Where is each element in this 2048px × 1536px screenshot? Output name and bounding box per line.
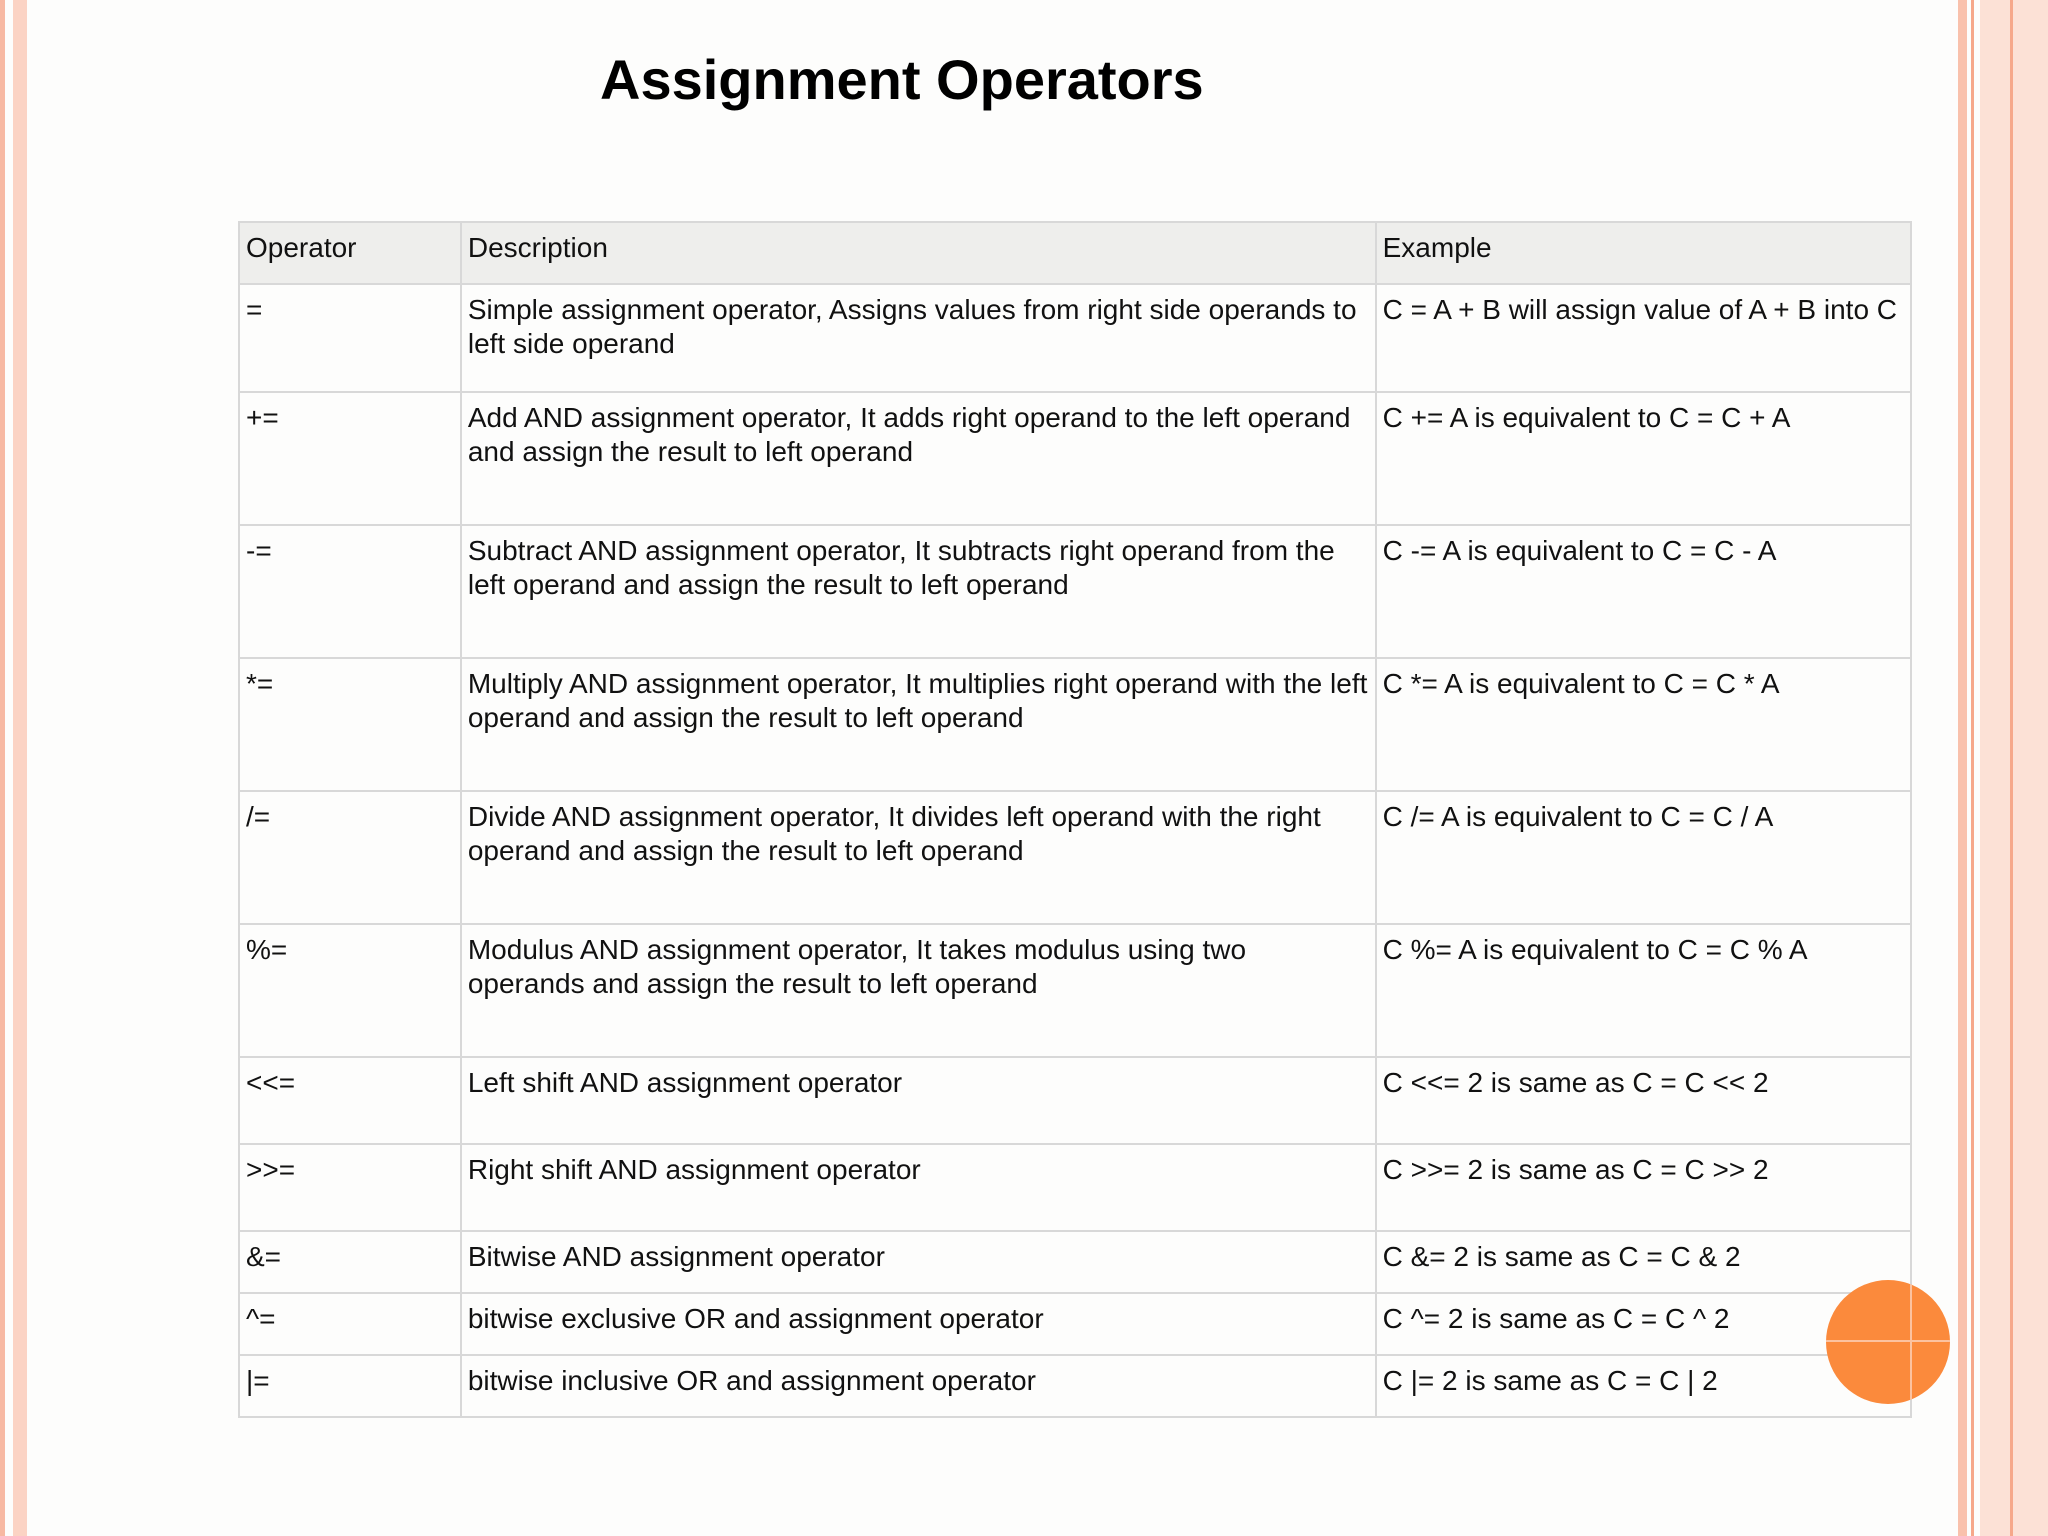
description-cell: Left shift AND assignment operator <box>461 1057 1376 1144</box>
description-cell: Divide AND assignment operator, It divides left operand with the right operand and assign the result to left operand <box>461 791 1376 924</box>
description-cell: Add AND assignment operator, It adds right operand to the left operand and assign the result to left operand <box>461 392 1376 525</box>
decorative-orange-circle <box>1826 1280 1950 1404</box>
operator-cell: += <box>239 392 461 525</box>
table-row <box>239 392 1911 525</box>
right-border-band <box>1980 0 2048 1536</box>
left-border-stripe-inner <box>13 0 27 1536</box>
table-header-row <box>239 222 1911 284</box>
table-row <box>239 525 1911 658</box>
example-cell: C += A is equivalent to C = C + A <box>1376 392 1911 525</box>
header-operator: Operator <box>239 222 461 284</box>
left-border-stripe <box>0 0 5 1536</box>
description-cell: Subtract AND assignment operator, It subtracts right operand from the left operand and assign the result to left operand <box>461 525 1376 658</box>
operator-cell: &= <box>239 1231 461 1293</box>
operator-cell: *= <box>239 658 461 791</box>
description-cell: Simple assignment operator, Assigns values from right side operands to left side operand <box>461 284 1376 392</box>
description-cell: Modulus AND assignment operator, It takes modulus using two operands and assign the result to left operand <box>461 924 1376 1057</box>
example-cell: C /= A is equivalent to C = C / A <box>1376 791 1911 924</box>
description-cell: bitwise exclusive OR and assignment operator <box>461 1293 1376 1355</box>
table-row <box>239 791 1911 924</box>
right-border-line <box>1971 0 1974 1536</box>
table-row <box>239 1293 1911 1355</box>
table-row <box>239 1144 1911 1231</box>
operator-cell: >>= <box>239 1144 461 1231</box>
example-cell: C |= 2 is same as C = C | 2 <box>1376 1355 1911 1417</box>
right-border-line-outer <box>2010 0 2013 1536</box>
example-cell: C &= 2 is same as C = C & 2 <box>1376 1231 1911 1293</box>
header-description: Description <box>461 222 1376 284</box>
operator-cell: ^= <box>239 1293 461 1355</box>
table-row <box>239 658 1911 791</box>
description-cell: Multiply AND assignment operator, It multiplies right operand with the left operand and assign the result to left operand <box>461 658 1376 791</box>
operators-table <box>238 221 1912 1418</box>
operator-cell: = <box>239 284 461 392</box>
operator-cell: -= <box>239 525 461 658</box>
operator-cell: <<= <box>239 1057 461 1144</box>
example-cell: C = A + B will assign value of A + B into C <box>1376 284 1911 392</box>
example-cell: C %= A is equivalent to C = C % A <box>1376 924 1911 1057</box>
example-cell: C >>= 2 is same as C = C >> 2 <box>1376 1144 1911 1231</box>
slide-title: Assignment Operators <box>600 48 1204 111</box>
operator-cell: %= <box>239 924 461 1057</box>
example-cell: C *= A is equivalent to C = C * A <box>1376 658 1911 791</box>
table-row <box>239 1057 1911 1144</box>
circle-crosshair-horizontal <box>1826 1340 1950 1342</box>
table-row <box>239 924 1911 1057</box>
table-row <box>239 1231 1911 1293</box>
operator-cell: |= <box>239 1355 461 1417</box>
table-row <box>239 1355 1911 1417</box>
example-cell: C <<= 2 is same as C = C << 2 <box>1376 1057 1911 1144</box>
operator-cell: /= <box>239 791 461 924</box>
table-row <box>239 284 1911 392</box>
circle-crosshair-vertical <box>1910 1280 1912 1404</box>
description-cell: bitwise inclusive OR and assignment operator <box>461 1355 1376 1417</box>
header-example: Example <box>1376 222 1911 284</box>
example-cell: C ^= 2 is same as C = C ^ 2 <box>1376 1293 1911 1355</box>
description-cell: Bitwise AND assignment operator <box>461 1231 1376 1293</box>
example-cell: C -= A is equivalent to C = C - A <box>1376 525 1911 658</box>
right-border-stripe <box>1958 0 1967 1536</box>
description-cell: Right shift AND assignment operator <box>461 1144 1376 1231</box>
